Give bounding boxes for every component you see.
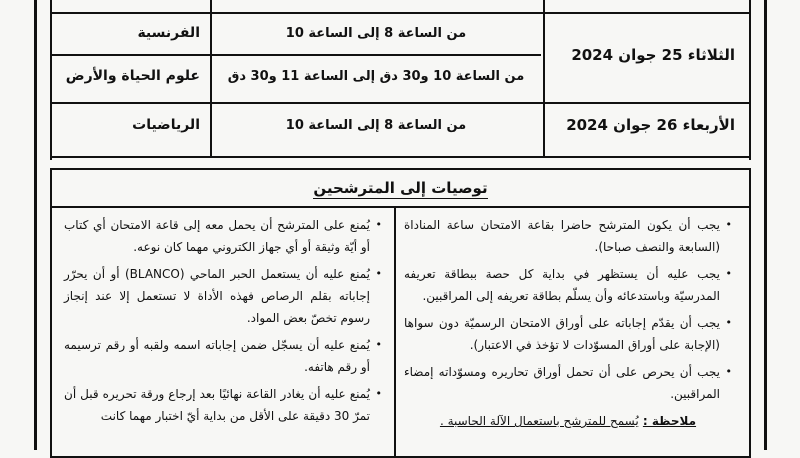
list-item: • يُمنع عليه أن يستعمل الحبر الماحي (BLANCO) أو أن يحرّر إجاباته بقلم الرصاص فهذه الأداة لا تستعمل إلا عند إنجاز رسوم تخصّ بعض المواد. [64,263,382,329]
table-rule [52,54,541,56]
exam-subject: الفرنسية [137,25,200,41]
list-item: • يُمنع عليه أن يغادر القاعة نهائيًا بعد إرجاع ورقة تحريره قبل أن تمرّ 30 دقيقة على الأقل من بداية أيّ اختبار مهما كانت [64,383,382,427]
bullet-icon: • [725,316,732,329]
bullet-icon: • [375,218,382,231]
table-rule [52,12,749,14]
column-divider [394,206,396,456]
exam-schedule-table [50,0,751,160]
prohibitions-column [64,214,382,432]
table-rule [52,156,749,158]
list-item: • يجب عليه أن يستظهر في بداية كل حصة ببطاقة تعريفه المدرسيّة وباستدعائه وأن يسلّم بطاقة تعريفه إلى المراقبين. [404,263,732,307]
exam-time: من الساعة 10 و30 دق إلى الساعة 11 و30 دق [227,69,525,84]
bullet-icon: • [375,267,382,280]
list-item: • يجب أن يكون المترشح حاضرا بقاعة الامتحان ساعة المناداة (السابعة والنصف صباحا). [404,214,732,258]
table-column-rule [543,0,545,156]
table-column-rule [210,0,212,156]
list-item: • يجب أن يحرص على أن تحمل أوراق تحاريره ومسوّداته إمضاء المراقبين. [404,361,732,405]
exam-subject: الرياضيات [132,117,200,133]
list-item: • يُمنع عليه أن يسجّل ضمن إجاباته اسمه ولقبه أو رقم ترسيمه أو رقم هاتفه. [64,334,382,378]
bullet-icon: • [375,387,382,400]
list-item: • يُمنع على المترشح أن يحمل معه إلى قاعة الامتحان أي كتاب أو أيّة وثيقة أو أي جهاز الكتروني مهما كان نوعه. [64,214,382,258]
page-border-right [764,0,767,450]
calculator-note: ملاحظة : يُسمح للمترشح باستعمال الآلة الحاسبة . [439,414,697,428]
exam-time: من الساعة 8 إلى الساعة 10 [285,118,467,133]
bullet-icon: • [725,267,732,280]
exam-subject: علوم الحياة والأرض [65,68,200,84]
exam-day: الأربعاء 26 جوان 2024 [566,116,735,134]
page-border-left [34,0,37,450]
exam-day: الثلاثاء 25 جوان 2024 [571,46,735,64]
recommendations-box [50,168,751,458]
bullet-icon: • [725,218,732,231]
obligations-column [404,214,732,432]
list-item: • يجب أن يقدّم إجاباته على أوراق الامتحان الرسميّة دون سواها (الإجابة على أوراق المسوّدات لا تؤخذ في الاعتبار). [404,312,732,356]
recommendations-title: توصيات إلى المترشحين [52,170,749,208]
bullet-icon: • [725,365,732,378]
exam-time: من الساعة 8 إلى الساعة 10 [285,26,467,41]
bullet-icon: • [375,338,382,351]
table-rule [52,102,749,104]
